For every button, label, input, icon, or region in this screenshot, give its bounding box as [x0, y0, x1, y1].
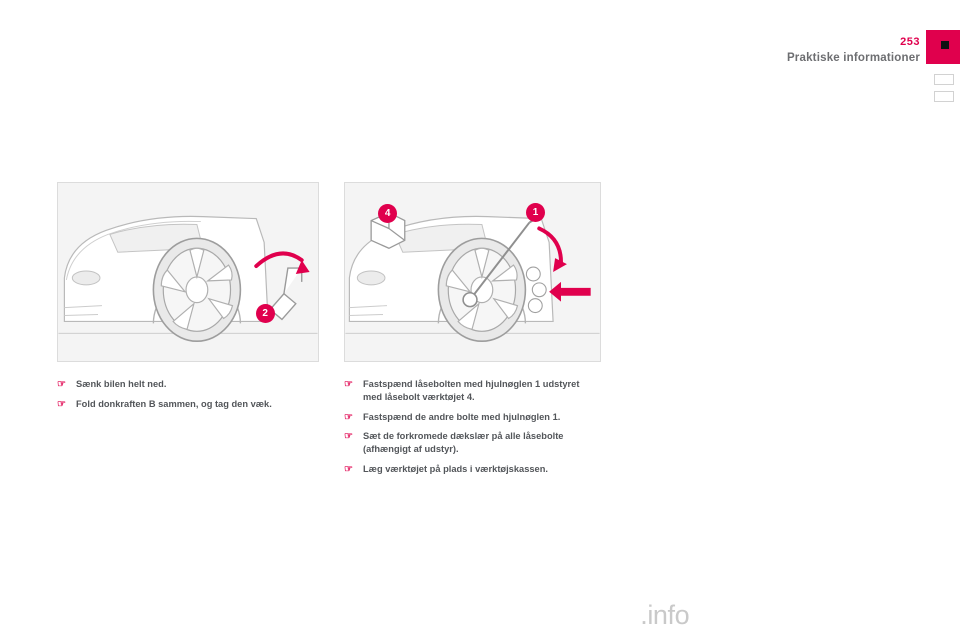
watermark-domain: .info — [640, 600, 690, 630]
step-text: Fastspænd de andre bolte med hjulnøglen 1. — [363, 411, 561, 422]
list-item — [344, 463, 601, 476]
callout-4: 4 — [378, 204, 397, 223]
pointer-icon: ☞ — [344, 379, 353, 390]
page-header — [710, 0, 960, 118]
right-column — [344, 182, 601, 483]
watermark-main: carmanualsonline — [435, 600, 641, 630]
pointer-icon: ☞ — [57, 398, 66, 410]
callout-1: 1 — [526, 203, 545, 222]
left-steps-list — [57, 378, 319, 411]
side-marker-1 — [934, 74, 954, 85]
list-item — [344, 378, 601, 404]
header-tab-square — [941, 41, 949, 49]
list-item — [344, 430, 601, 456]
figure-lower-vehicle-drawing — [58, 183, 318, 361]
pointer-icon: ☞ — [344, 431, 353, 443]
list-item — [344, 411, 601, 424]
step-text: Læg værktøjet på plads i værktøjskassen. — [363, 464, 548, 475]
step-text: Sænk bilen helt ned. — [76, 379, 167, 389]
pointer-icon: ☞ — [344, 411, 353, 423]
step-text: Sæt de forkromede dækslær på alle låsebolte (afhængigt af udstyr). — [363, 431, 564, 455]
figure-tighten-bolts — [344, 182, 601, 362]
page-title: Praktiske informationer — [786, 52, 920, 64]
figure-lower-vehicle — [57, 182, 319, 362]
step-text: Fold donkraften B sammen, og tag den væk. — [76, 398, 272, 409]
header-accent-tab — [926, 30, 960, 64]
list-item — [57, 398, 319, 411]
side-marker-2 — [934, 91, 954, 102]
left-column — [57, 182, 319, 418]
pointer-icon: ☞ — [57, 379, 66, 390]
page-number: 253 — [900, 36, 920, 48]
callout-2: 2 — [256, 304, 275, 323]
right-steps-list — [344, 378, 601, 476]
pointer-icon: ☞ — [344, 464, 353, 476]
step-text: Fastspænd låsebolten med hjulnøglen 1 udstyret med låsebolt værktøjet 4. — [363, 379, 580, 402]
watermark — [435, 600, 689, 631]
list-item — [57, 378, 319, 391]
